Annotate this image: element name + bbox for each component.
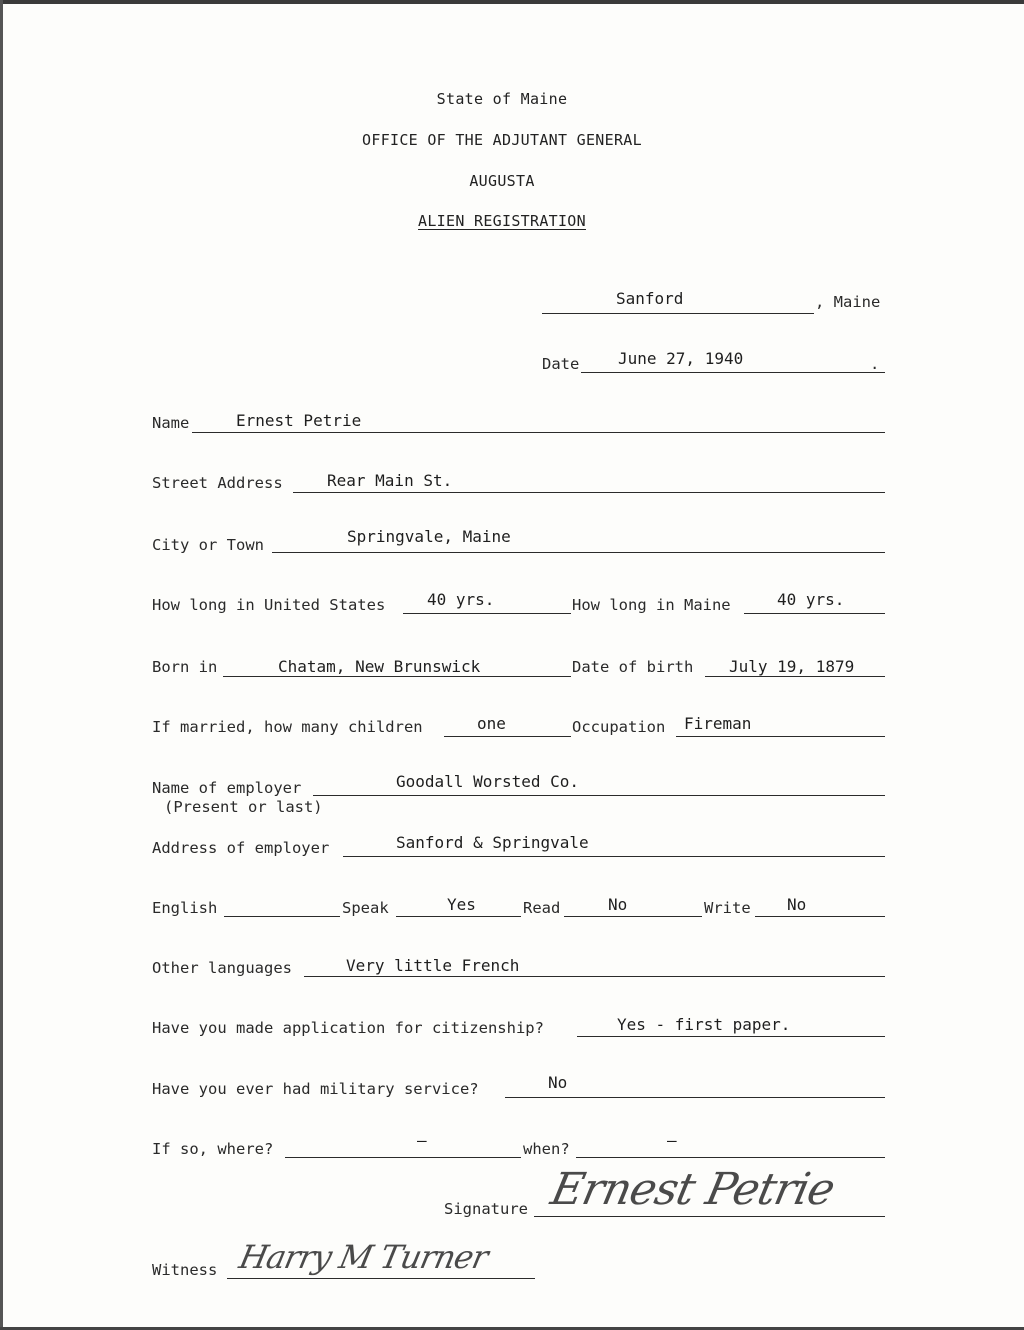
witness-line <box>227 1278 535 1279</box>
english-line <box>224 916 340 917</box>
date-value: June 27, 1940 <box>618 349 744 368</box>
signature-handwriting: Ernest Petrie <box>546 1164 839 1215</box>
citizenship-label: Have you made application for citizenship? <box>152 1019 544 1037</box>
speak-label: Speak <box>342 899 389 917</box>
place-town-value: Sanford <box>616 289 684 308</box>
speak-line <box>396 916 521 917</box>
maine-time-line <box>744 613 885 614</box>
street-label: Street Address <box>152 474 283 492</box>
date-end: . <box>870 355 880 373</box>
military-line <box>505 1097 885 1098</box>
read-line <box>564 916 702 917</box>
citizenship-line <box>577 1036 885 1037</box>
occupation-label: Occupation <box>572 718 666 736</box>
children-label: If married, how many children <box>152 718 423 736</box>
us-time-value: 40 yrs. <box>427 590 495 609</box>
employer-sublabel: (Present or last) <box>164 798 323 816</box>
city-label: City or Town <box>152 536 264 554</box>
street-line <box>293 492 885 493</box>
employer-address-value: Sanford & Springvale <box>396 833 589 852</box>
dob-line <box>705 676 885 677</box>
english-label: English <box>152 899 218 917</box>
children-line <box>444 736 571 737</box>
write-label: Write <box>704 899 751 917</box>
date-line <box>581 372 885 373</box>
street-value: Rear Main St. <box>327 471 453 490</box>
read-label: Read <box>523 899 561 917</box>
write-line <box>755 916 885 917</box>
name-label: Name <box>152 414 190 432</box>
where-value: — <box>417 1131 427 1150</box>
occupation-value: Fireman <box>684 714 752 733</box>
name-line <box>192 432 885 433</box>
us-time-label: How long in United States <box>152 596 386 614</box>
scan-edge-left <box>0 0 3 1330</box>
children-value: one <box>477 714 506 733</box>
form-title: ALIEN REGISTRATION <box>418 212 586 230</box>
employer-value: Goodall Worsted Co. <box>396 772 580 791</box>
other-languages-label: Other languages <box>152 959 292 977</box>
born-line <box>223 676 571 677</box>
employer-address-label: Address of employer <box>152 839 330 857</box>
employer-line <box>313 795 885 796</box>
witness-handwriting: Harry M Turner <box>235 1238 491 1276</box>
place-state-suffix: , Maine <box>815 293 881 311</box>
born-label: Born in <box>152 658 218 676</box>
witness-label: Witness <box>152 1261 218 1279</box>
military-value: No <box>548 1073 568 1092</box>
city-line <box>272 552 885 553</box>
other-languages-line <box>304 976 885 977</box>
other-languages-value: Very little French <box>346 956 520 975</box>
signature-line <box>534 1216 885 1217</box>
when-value: — <box>667 1131 677 1150</box>
signature-label: Signature <box>444 1200 528 1218</box>
military-label: Have you ever had military service? <box>152 1080 479 1098</box>
city-value: Springvale, Maine <box>347 527 511 546</box>
dob-label: Date of birth <box>572 658 694 676</box>
header-office: OFFICE OF THE ADJUTANT GENERAL <box>362 131 642 149</box>
name-value: Ernest Petrie <box>236 411 362 430</box>
where-label: If so, where? <box>152 1140 274 1158</box>
us-time-line <box>403 613 571 614</box>
header-state: State of Maine <box>436 90 568 108</box>
dob-value: July 19, 1879 <box>729 657 855 676</box>
when-line <box>576 1157 885 1158</box>
read-value: No <box>608 895 628 914</box>
occupation-line <box>676 736 885 737</box>
scan-edge-top <box>0 0 1024 4</box>
maine-time-value: 40 yrs. <box>777 590 845 609</box>
employer-label: Name of employer <box>152 779 302 797</box>
speak-value: Yes <box>447 895 476 914</box>
date-label: Date <box>542 355 580 373</box>
maine-time-label: How long in Maine <box>572 596 731 614</box>
where-line <box>285 1157 521 1158</box>
when-label: when? <box>523 1140 570 1158</box>
header-city: AUGUSTA <box>469 172 535 190</box>
citizenship-value: Yes - first paper. <box>617 1015 791 1034</box>
write-value: No <box>787 895 807 914</box>
place-town-line <box>542 313 814 314</box>
employer-address-line <box>343 856 885 857</box>
born-value: Chatam, New Brunswick <box>278 657 481 676</box>
